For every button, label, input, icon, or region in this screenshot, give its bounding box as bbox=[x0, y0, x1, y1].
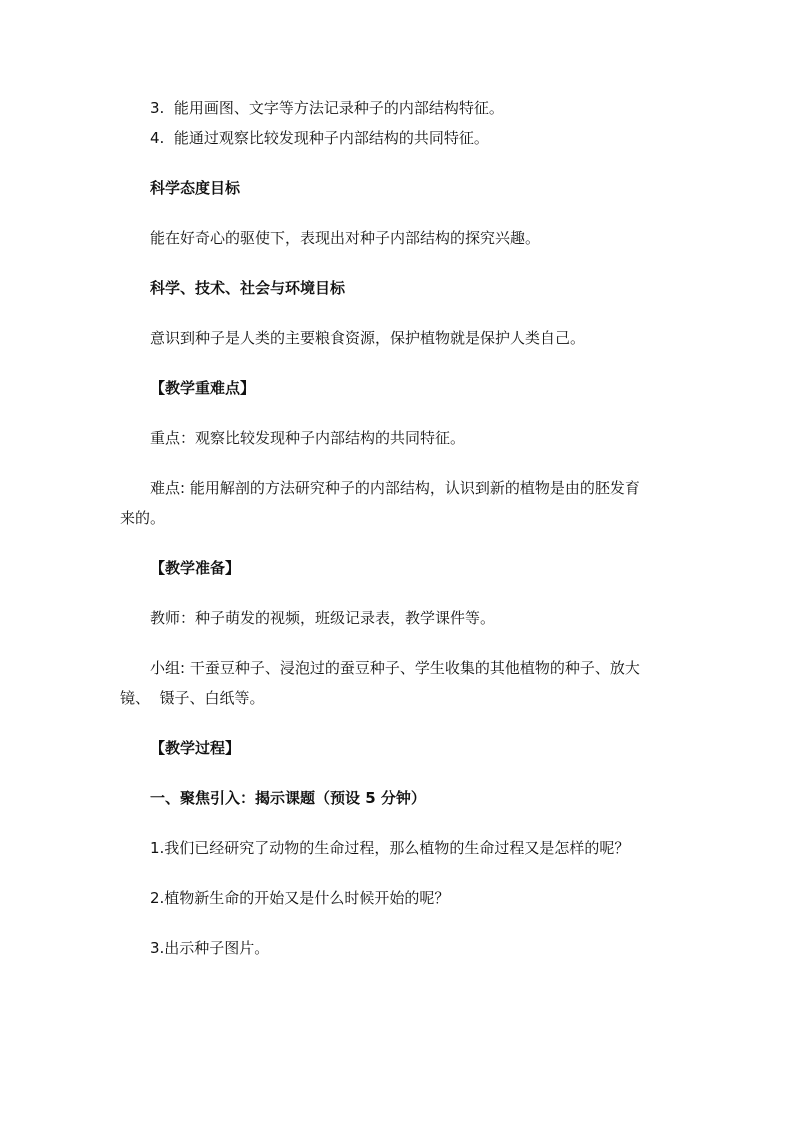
process-item: 2.植物新生命的开始又是什么时候开始的呢？ bbox=[150, 889, 450, 907]
key-points-difficulty-line1: 难点: 能用解剖的方法研究种子的内部结构，认识到新的植物是由的胚发育 bbox=[150, 479, 640, 497]
process-item: 1.我们已经研究了动物的生命过程，那么植物的生命过程又是怎样的呢？ bbox=[150, 839, 630, 857]
process-heading: 【教学过程】 bbox=[150, 739, 241, 757]
preparation-group-line2: 镜、 镊子、白纸等。 bbox=[120, 689, 265, 707]
key-points-focus: 重点：观察比较发现种子内部结构的共同特征。 bbox=[150, 429, 466, 447]
key-points-difficulty-line2: 来的。 bbox=[120, 509, 166, 527]
attitude-heading: 科学态度目标 bbox=[150, 179, 241, 197]
process-step1-title: 一、聚焦引入：揭示课题（预设 5 分钟） bbox=[150, 789, 426, 807]
attitude-text: 能在好奇心的驱使下，表现出对种子内部结构的探究兴趣。 bbox=[150, 229, 541, 247]
preparation-group-line1: 小组: 干蚕豆种子、浸泡过的蚕豆种子、学生收集的其他植物的种子、放大 bbox=[150, 659, 640, 677]
process-item: 3.出示种子图片。 bbox=[150, 939, 270, 957]
stse-text: 意识到种子是人类的主要粮食资源，保护植物就是保护人类自己。 bbox=[150, 329, 586, 347]
objective-item: 4. 能通过观察比较发现种子内部结构的共同特征。 bbox=[150, 129, 489, 147]
objective-item: 3. 能用画图、文字等方法记录种子的内部结构特征。 bbox=[150, 99, 504, 117]
stse-heading: 科学、技术、社会与环境目标 bbox=[150, 279, 346, 297]
key-points-heading: 【教学重难点】 bbox=[150, 379, 256, 397]
preparation-teacher: 教师：种子萌发的视频，班级记录表，教学课件等。 bbox=[150, 609, 496, 627]
preparation-heading: 【教学准备】 bbox=[150, 559, 241, 577]
